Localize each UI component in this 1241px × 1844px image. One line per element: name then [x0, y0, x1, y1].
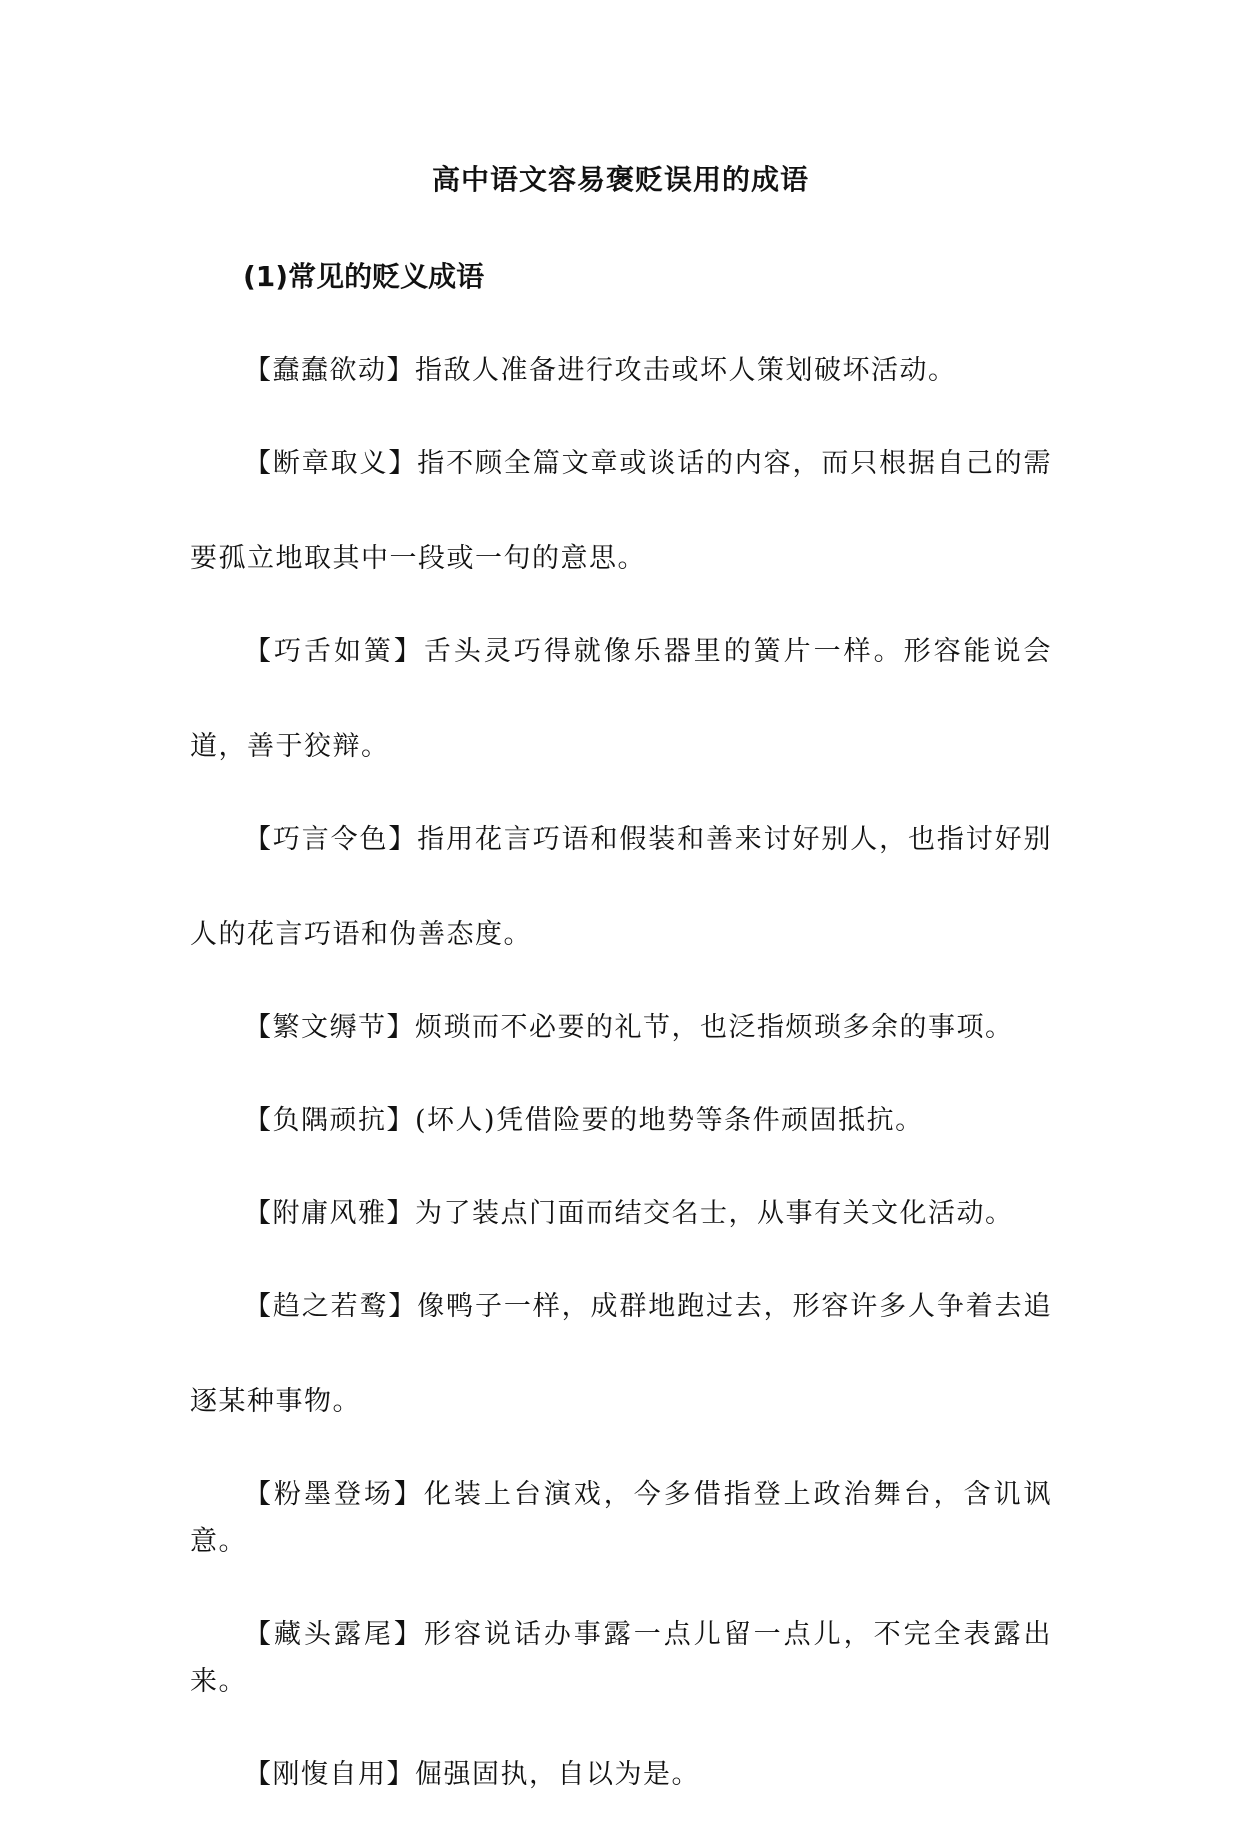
idiom-definition: 指用花言巧语和假装和善来讨好别人，也指讨好别人的花言巧语和伪善态度。 [190, 824, 1053, 950]
idiom-term: 【附庸风雅】 [244, 1198, 415, 1229]
idiom-entry [190, 1751, 1052, 1798]
idiom-term: 【刚愎自用】 [244, 1759, 415, 1790]
idiom-entry [190, 1611, 1052, 1705]
idiom-definition: 指不顾全篇文章或谈话的内容，而只根据自己的需要孤立地取其中一段或一句的意思。 [190, 448, 1053, 574]
idiom-entry [190, 1097, 1052, 1144]
idiom-entry [190, 1190, 1052, 1237]
idiom-term: 【负隅顽抗】 [244, 1105, 415, 1136]
idiom-entry [190, 792, 1052, 982]
idiom-entry [190, 1004, 1052, 1051]
idiom-term: 【藏头露尾】 [244, 1619, 424, 1650]
idiom-definition: 倔强固执，自以为是。 [415, 1759, 700, 1790]
idiom-term: 【粉墨登场】 [244, 1479, 424, 1510]
idiom-entry [190, 1471, 1052, 1565]
page-title: 高中语文容易褒贬误用的成语 [431, 163, 809, 196]
idiom-list [190, 347, 1052, 1844]
idiom-definition: 像鸭子一样，成群地跑过去，形容许多人争着去追逐某种事物。 [190, 1291, 1053, 1417]
idiom-entry [190, 416, 1052, 606]
idiom-definition: 指敌人准备进行攻击或坏人策划破坏活动。 [415, 355, 957, 386]
idiom-entry [190, 1259, 1052, 1449]
idiom-term: 【趋之若鹜】 [244, 1291, 418, 1322]
idiom-definition: 形容说话办事露一点儿留一点儿，不完全表露出来。 [190, 1619, 1053, 1697]
idiom-definition: 化装上台演戏，今多借指登上政治舞台，含讥讽意。 [190, 1479, 1053, 1557]
idiom-term: 【繁文缛节】 [244, 1012, 415, 1043]
idiom-term: 【巧舌如簧】 [244, 636, 424, 667]
idiom-term: 【蠢蠢欲动】 [244, 355, 415, 386]
idiom-definition: (坏人)凭借险要的地势等条件顽固抵抗。 [415, 1105, 924, 1136]
idiom-term: 【巧言令色】 [244, 824, 418, 855]
idiom-entry [190, 604, 1052, 794]
section-heading: (1)常见的贬义成语 [243, 260, 485, 293]
idiom-term: 【断章取义】 [244, 448, 418, 479]
idiom-definition: 舌头灵巧得就像乐器里的簧片一样。形容能说会道，善于狡辩。 [190, 636, 1053, 762]
idiom-definition: 烦琐而不必要的礼节，也泛指烦琐多余的事项。 [415, 1012, 1014, 1043]
idiom-definition: 为了装点门面而结交名士，从事有关文化活动。 [415, 1198, 1014, 1229]
idiom-entry [190, 347, 1052, 394]
